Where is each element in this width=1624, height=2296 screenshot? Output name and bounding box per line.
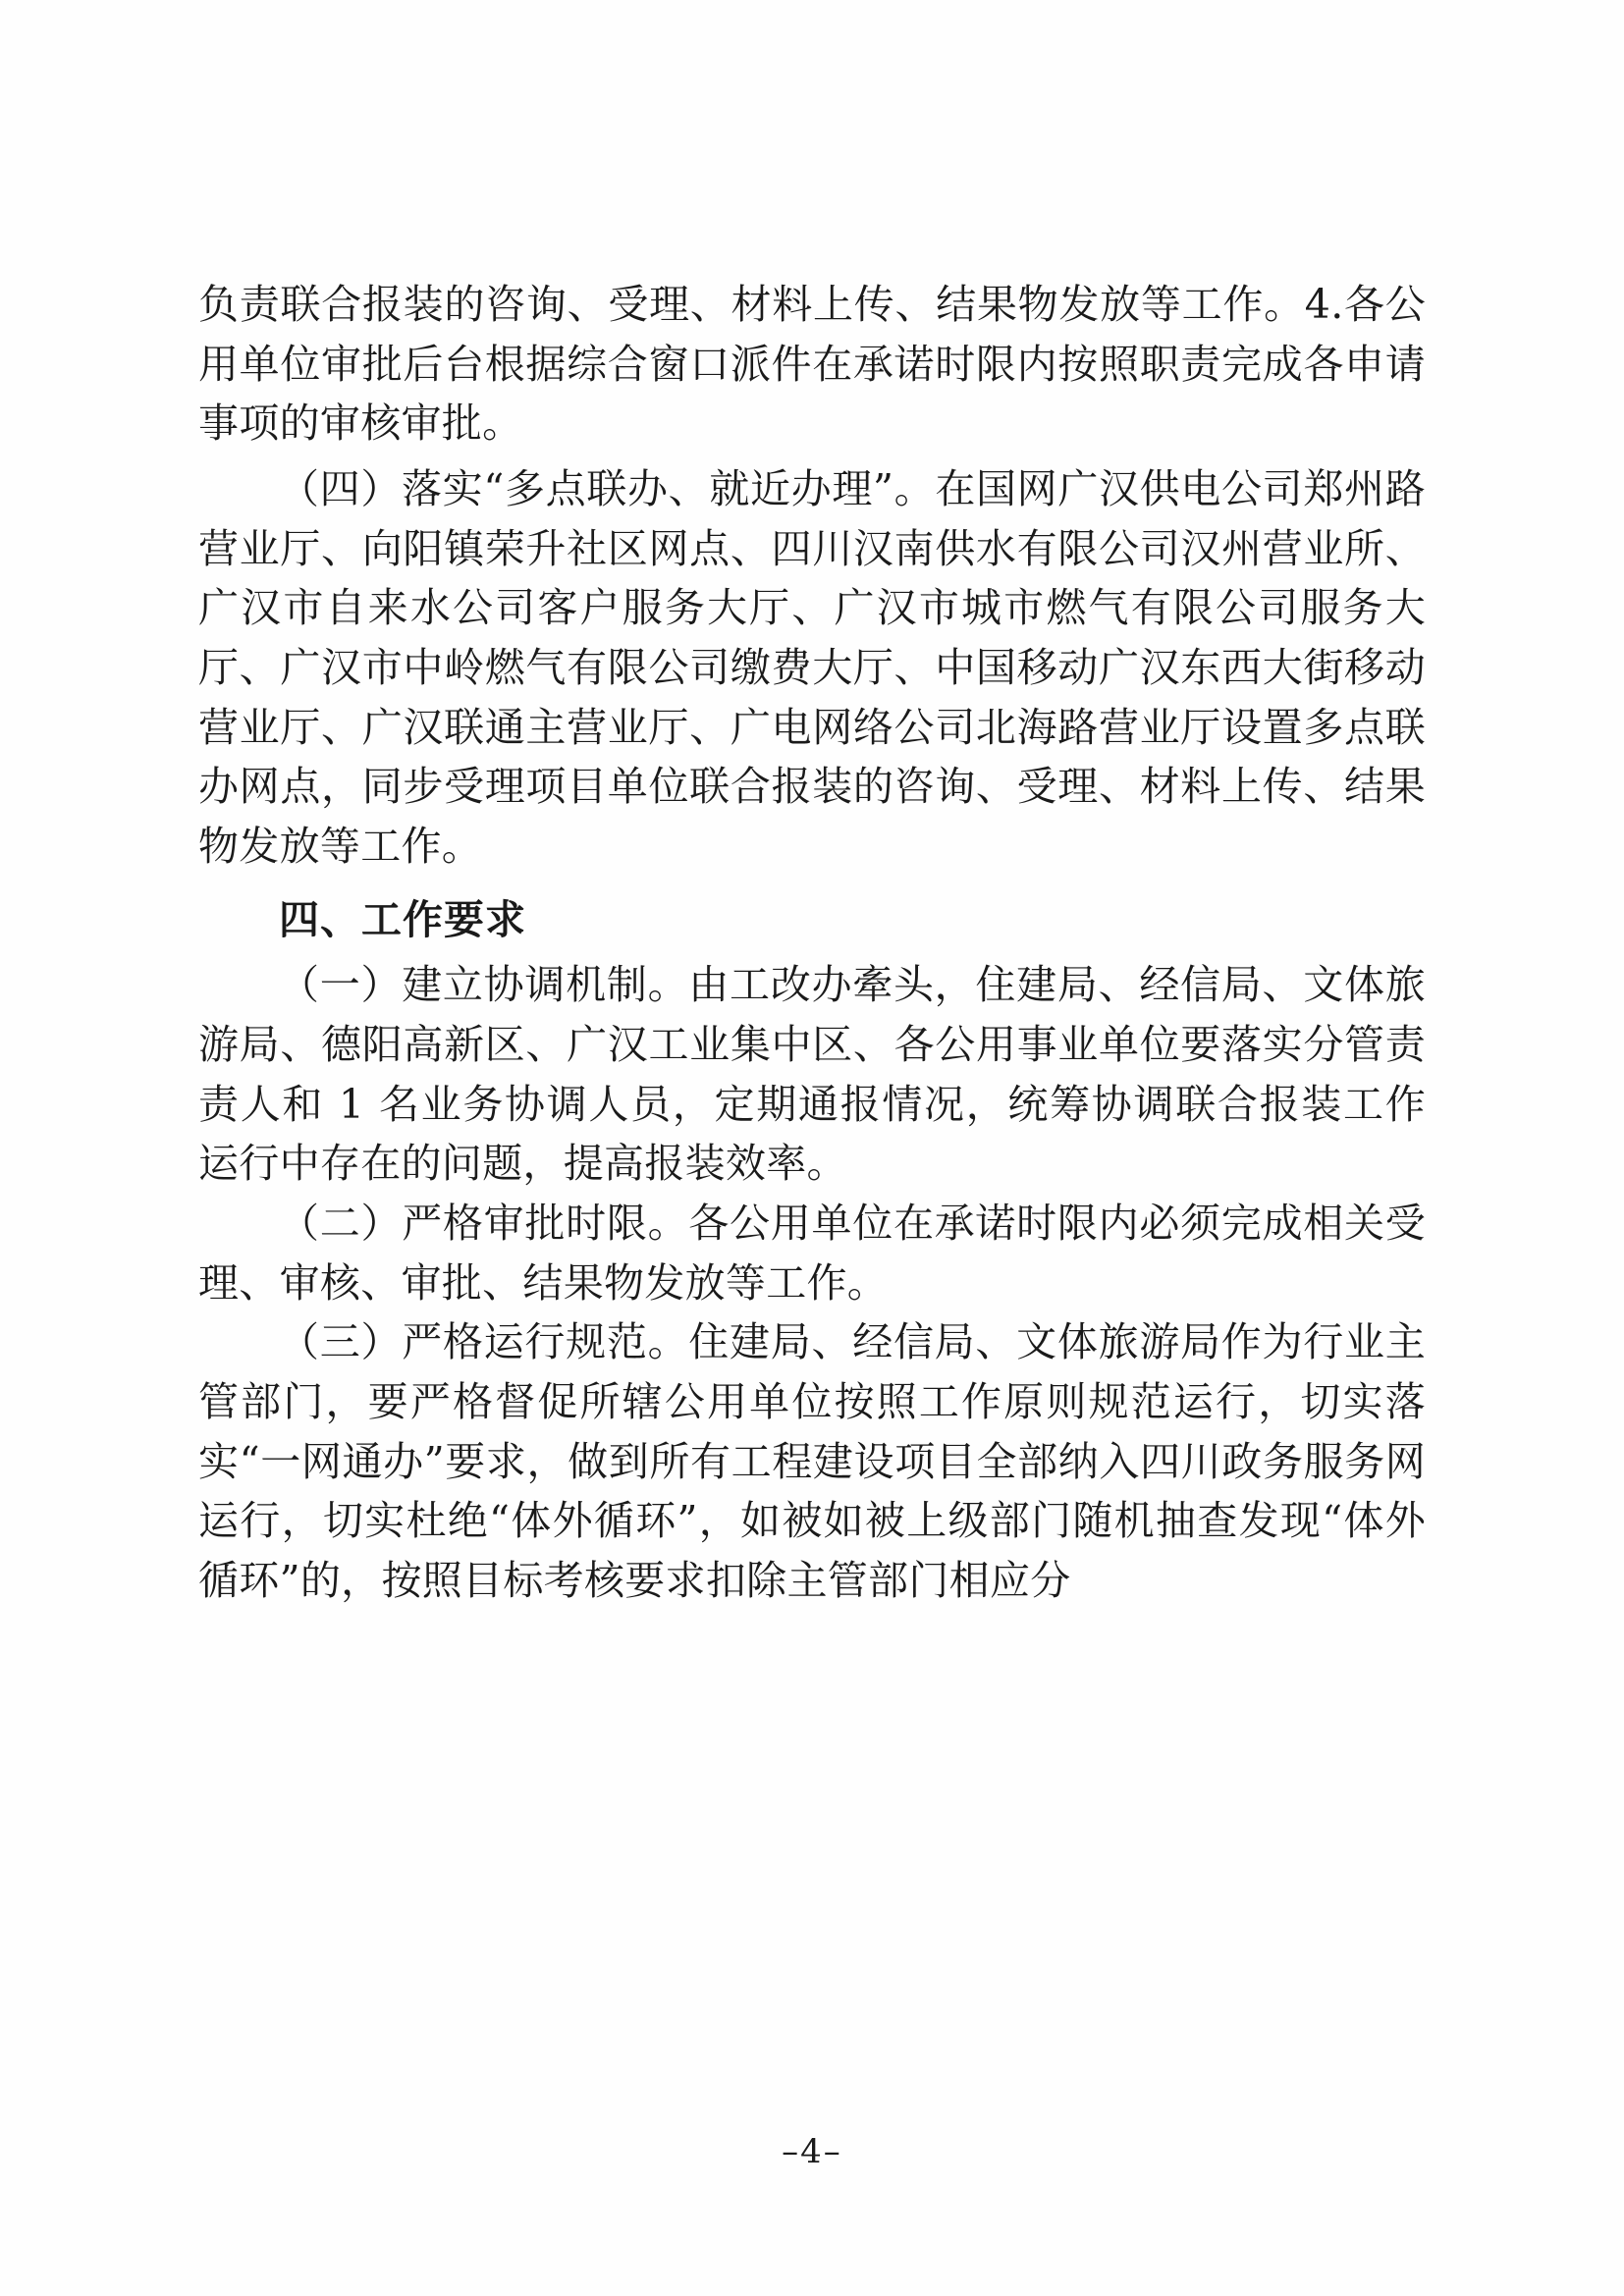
page-body	[198, 275, 1426, 1611]
paragraph-continued: 负责联合报装的咨询、受理、材料上传、结果物发放等工作。4.各公用单位审批后台根据综合窗口派件在承诺时限内按照职责完成各申请事项的审核审批。	[198, 281, 1426, 448]
paragraph-requirement-one: （一）建立协调机制。由工改办牽头，住建局、经信局、文体旅游局、德阳高新区、广汉工业集中区、各公用事业单位要落实分管责责人和 1 名业务协调人员，定期通报情况，统筹协调联合报装工作运行中存在的问题，提高报装效率。	[198, 961, 1426, 1188]
paragraph-requirement-two: （二）严格审批时限。各公用单位在承诺时限内必须完成相关受理、审核、审批、结果物发放等工作。	[198, 1200, 1426, 1307]
paragraph-item-four: （四）落实“多点联办、就近办理”。在国网广汉供电公司郑州路营业厅、向阳镇荣升社区网点、四川汉南供水有限公司汉州营业所、广汉市自来水公司客户服务大厅、广汉市城市燃气有限公司服务大厅、广汉市中岭燃气有限公司缴费大厅、中国移动广汉东西大街移动营业厅、广汉联通主营业厅、广电网络公司北海路营业厅设置多点联办网点，同步受理项目单位联合报装的咨询、受理、材料上传、结果物发放等工作。	[198, 465, 1426, 871]
paragraph-requirement-three: （三）严格运行规范。住建局、经信局、文体旅游局作为行业主管部门，要严格督促所辖公用单位按照工作原则规范运行，切实落实“一网通办”要求，做到所有工程建设项目全部纳入四川政务服务网运行，切实杜绝“体外循环”，如被如被上级部门随机抽查发现“体外循环”的，按照目标考核要求扣除主管部门相应分	[198, 1318, 1426, 1605]
page-number: –4–	[782, 2132, 842, 2171]
section-heading-work-requirements: 四、工作要求	[279, 895, 526, 943]
